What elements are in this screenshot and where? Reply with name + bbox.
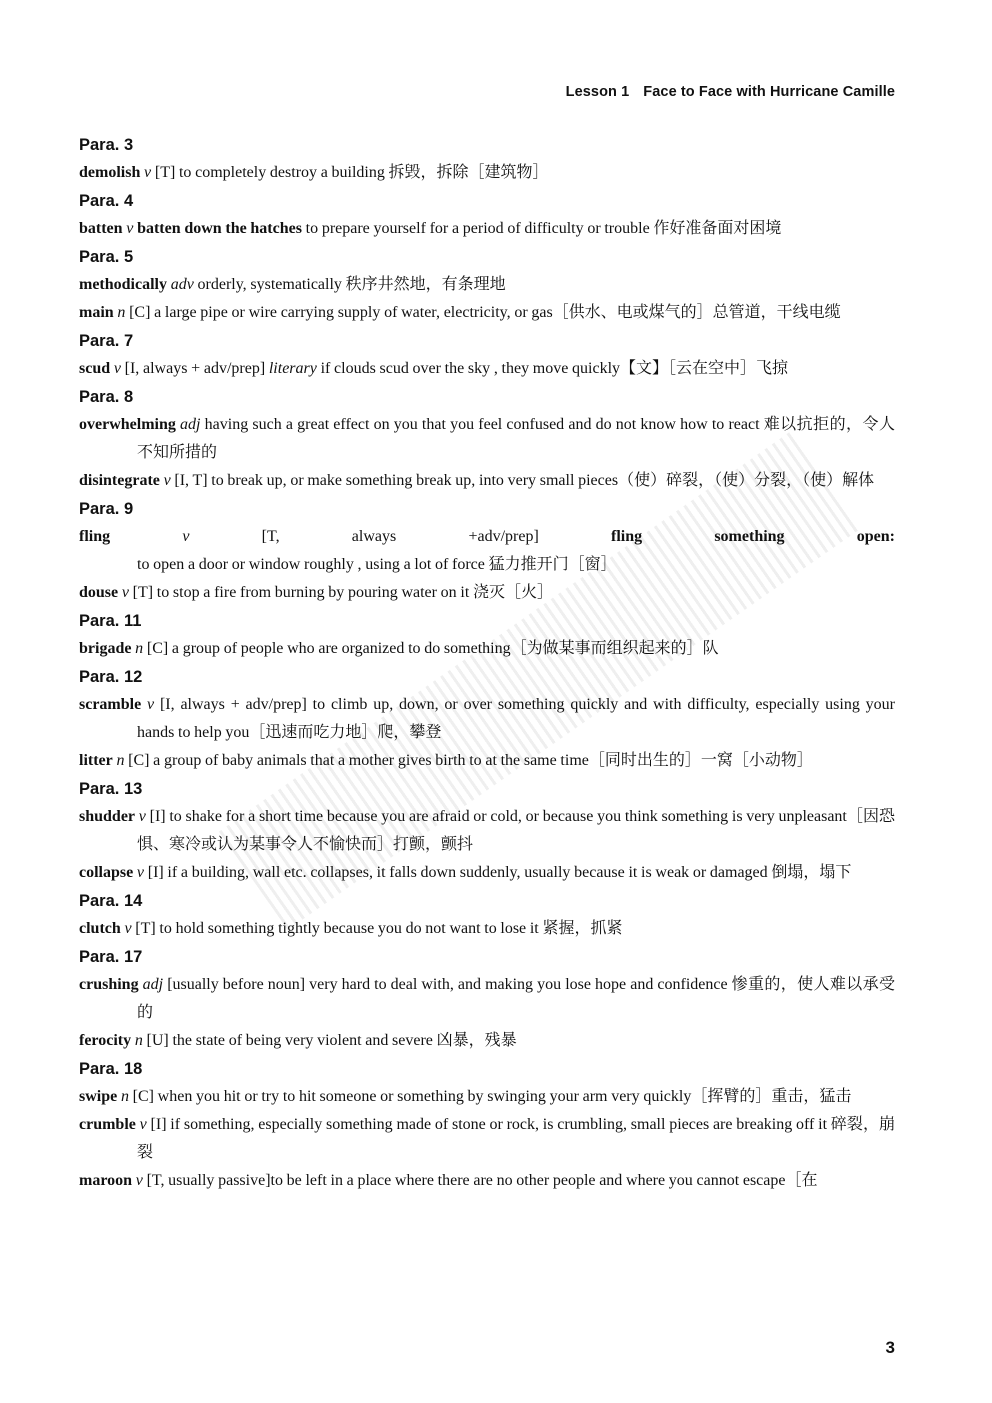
part-of-speech: v — [139, 1116, 147, 1133]
headword: batten — [79, 220, 123, 237]
glossary-entry — [79, 523, 895, 579]
phrase: batten down the hatches — [137, 220, 302, 237]
headword: scud — [79, 360, 111, 377]
headword: litter — [79, 752, 113, 769]
part-of-speech: v — [182, 528, 190, 545]
phrase: fling something open: — [611, 528, 895, 545]
part-of-speech: adj — [142, 976, 164, 993]
glossary-entry — [79, 271, 895, 299]
glossary-entry — [79, 355, 895, 383]
running-header — [566, 84, 895, 100]
headword: ferocity — [79, 1032, 132, 1049]
definition: to open a door or window roughly , using a lot of force 猛力推开门［窗］ — [137, 556, 617, 573]
glossary-entry — [79, 971, 895, 1027]
definition: [T, usually passive]to be left in a place where there are no other people and where you cannot escape［在 — [146, 1172, 818, 1189]
part-of-speech: v — [135, 1172, 143, 1189]
glossary-entry — [79, 1083, 895, 1111]
glossary-entry — [79, 1167, 895, 1195]
part-of-speech: n — [135, 640, 144, 657]
glossary-entry — [79, 635, 895, 663]
glossary-entry — [79, 411, 895, 467]
headword: swipe — [79, 1088, 118, 1105]
definition: [T, always +adv/prep] — [261, 528, 539, 545]
definition: if clouds scud over the sky , they move quickly【文】［云在空中］飞掠 — [320, 360, 789, 377]
part-of-speech: v — [144, 164, 152, 181]
glossary-entry — [79, 467, 895, 495]
page-number: 3 — [885, 1338, 895, 1357]
headword: crushing — [79, 976, 139, 993]
headword: main — [79, 304, 114, 321]
definition: [C] when you hit or try to hit someone or something by swinging your arm very quickly［挥臂的］重击，猛击 — [132, 1088, 852, 1105]
definition: [T] to completely destroy a building 拆毁，拆除［建筑物］ — [154, 164, 549, 181]
headword: shudder — [79, 808, 136, 825]
part-of-speech: adj — [180, 416, 201, 433]
glossary-entry — [79, 1027, 895, 1055]
part-of-speech: v — [136, 864, 145, 881]
headword: crumble — [79, 1116, 136, 1133]
definition: [I] if something, especially something made of stone or rock, is crumbling, small pieces are breaking off it 碎裂，崩裂 — [137, 1116, 896, 1161]
part-of-speech: n — [116, 752, 125, 769]
definition: [I] to shake for a short time because you are afraid or cold, or because you think something is very unpleasant［因恐惧、寒冷或认为某事令人不愉快而］打颤，颤抖 — [137, 808, 895, 853]
glossary-entry — [79, 299, 895, 327]
headword: brigade — [79, 640, 132, 657]
part-of-speech: v — [163, 472, 171, 489]
glossary-entry — [79, 1111, 895, 1167]
part-of-speech: v — [113, 360, 121, 377]
para-heading: Para. 14 — [79, 892, 143, 910]
part-of-speech: n — [117, 304, 126, 321]
glossary-entry — [79, 859, 895, 887]
para-heading: Para. 18 — [79, 1060, 143, 1078]
para-heading: Para. 7 — [79, 332, 134, 350]
glossary-entry — [79, 747, 895, 775]
para-heading: Para. 4 — [79, 192, 134, 210]
headword: douse — [79, 584, 119, 601]
register-label: literary — [268, 360, 317, 377]
part-of-speech: v — [126, 220, 134, 237]
definition: [U] the state of being very violent and severe 凶暴，残暴 — [146, 1032, 517, 1049]
para-heading: Para. 9 — [79, 500, 134, 518]
headword: maroon — [79, 1172, 133, 1189]
part-of-speech: adv — [170, 276, 194, 293]
glossary-entry — [79, 691, 895, 747]
headword: clutch — [79, 920, 121, 937]
part-of-speech: n — [134, 1032, 143, 1049]
definition: [C] a large pipe or wire carrying supply of water, electricity, or gas［供水、电或煤气的］总管道，干线电缆 — [129, 304, 841, 321]
glossary-entry — [79, 579, 895, 607]
para-heading: Para. 3 — [79, 136, 134, 154]
definition: [I, T] to break up, or make something break up, into very small pieces（使）碎裂，（使）分裂，（使）解体 — [174, 472, 875, 489]
definition: [C] a group of people who are organized to do something［为做某事而组织起来的］队 — [146, 640, 719, 657]
para-heading: Para. 12 — [79, 668, 143, 686]
headword: demolish — [79, 164, 141, 181]
para-heading: Para. 11 — [79, 612, 142, 630]
glossary-entry — [79, 159, 895, 187]
headword: scramble — [79, 696, 142, 713]
glossary — [79, 131, 895, 1195]
part-of-speech: v — [138, 808, 146, 825]
headword: collapse — [79, 864, 134, 881]
para-heading: Para. 8 — [79, 388, 134, 406]
part-of-speech: v — [121, 584, 129, 601]
glossary-entry — [79, 215, 895, 243]
lesson-label: Lesson 1 — [565, 84, 630, 100]
headword: disintegrate — [79, 472, 160, 489]
lesson-title: Face to Face with Hurricane Camille — [643, 84, 895, 100]
definition: [T] to stop a fire from burning by pouring water on it 浇灭［火］ — [132, 584, 553, 601]
glossary-entry — [79, 915, 895, 943]
glossary-entry — [79, 803, 895, 859]
part-of-speech: v — [124, 920, 132, 937]
headword: methodically — [79, 276, 167, 293]
para-heading: Para. 13 — [79, 780, 143, 798]
para-heading: Para. 17 — [79, 948, 143, 966]
definition: to prepare yourself for a period of difficulty or trouble 作好准备面对困境 — [305, 220, 782, 237]
definition: [I, always + adv/prep] — [124, 360, 266, 377]
part-of-speech: v — [147, 696, 155, 713]
headword: fling — [79, 528, 111, 545]
definition: orderly, systematically 秩序井然地，有条理地 — [197, 276, 506, 293]
definition: [I, always + adv/prep] to climb up, down, or over something quickly and with difficulty, especially using your hands to help you［迅速而吃力地］爬，攀登 — [137, 696, 895, 741]
definition: [usually before noun] very hard to deal with, and making you lose hope and confidence 惨重的，使人难以承受的 — [137, 976, 895, 1021]
part-of-speech: n — [120, 1088, 129, 1105]
definition: [C] a group of baby animals that a mother gives birth to at the same time［同时出生的］一窝［小动物］ — [128, 752, 813, 769]
definition: [I] if a building, wall etc. collapses, it falls down suddenly, usually because it is weak or damaged 倒塌，塌下 — [147, 864, 852, 881]
headword: overwhelming — [79, 416, 176, 433]
definition: [T] to hold something tightly because you do not want to lose it 紧握，抓紧 — [135, 920, 623, 937]
definition: having such a great effect on you that you feel confused and do not know how to react 难以抗拒的，令人不知所措的 — [137, 416, 895, 461]
para-heading: Para. 5 — [79, 248, 134, 266]
